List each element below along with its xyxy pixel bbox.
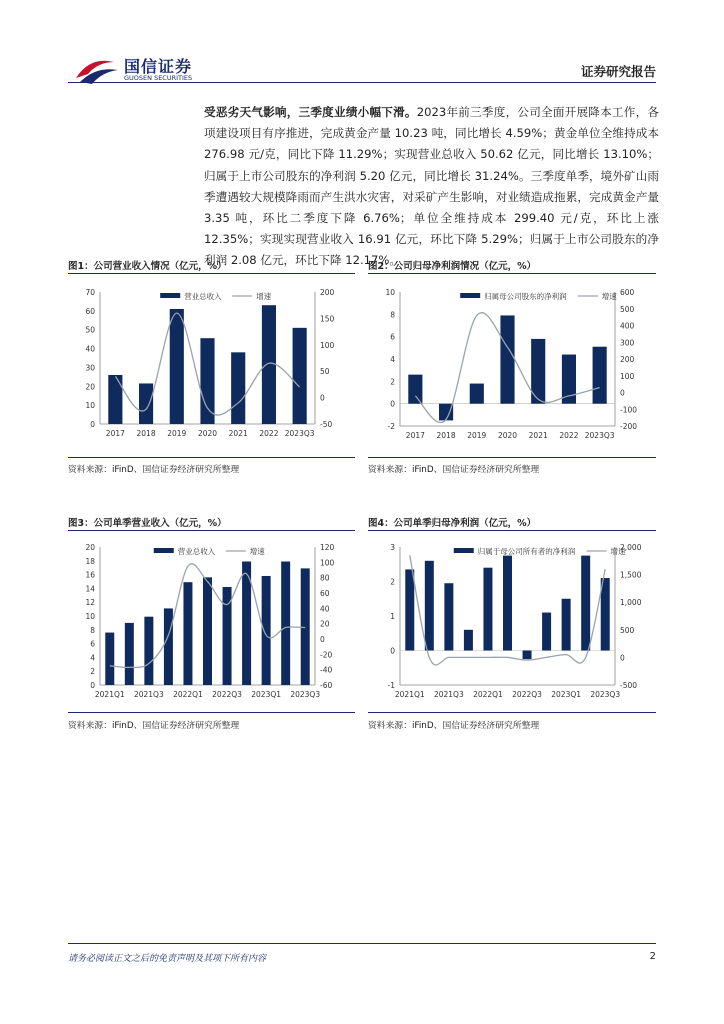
y-tick-label-left: 3 — [390, 543, 395, 552]
legend-bar-swatch — [460, 293, 480, 298]
y-tick-label-left: 14 — [85, 584, 95, 594]
x-tick-label: 2018 — [436, 431, 456, 440]
y-tick-label-left: 0 — [390, 646, 395, 656]
y-tick-label-right: 50 — [320, 367, 330, 377]
bar — [405, 569, 414, 650]
legend-bar-swatch — [154, 548, 174, 553]
bar — [105, 633, 114, 685]
y-tick-label-right: -20 — [320, 650, 333, 660]
y-tick-label-right: -40 — [320, 665, 333, 675]
bar — [262, 576, 271, 685]
bar — [281, 561, 290, 685]
y-tick-label-left: -2 — [387, 422, 395, 431]
y-tick-label-right: 500 — [620, 625, 635, 635]
y-tick-label-right: 0 — [620, 653, 625, 663]
figure2-bottom-rule — [368, 457, 656, 458]
paragraph-body: 2023年前三季度，公司全面开展降本工作，各项建设项目有序推进，完成黄金产量 10.23 吨，同比增长 4.59%；黄金单位全维持成本 276.98 元/克，同比下降 11.29%；实现营业总收入 50.62 亿元，同比增长 13.10%；归属于上市公司股东的净利润 5.20 亿元，同比增长 31.24%。三季度单季，境外矿山雨季遭遇较大规模降雨而产生洪水灾害，对采矿产生影响，对业绩造成拖累，完成黄金产量 3.35 吨，环比二季度下降 6.76%；单位全维持成本 299.40 元/克，环比上涨 12.35%；实现实现营业收入 16.91 亿元，环比下降 5.29%；归属于上市公司股东的净利润 2.08 亿元，环比下降 12.17%。 — [204, 105, 659, 268]
paragraph-lead: 受恶劣天气影响，三季度业绩小幅下滑。 — [204, 105, 417, 119]
x-tick-label: 2019 — [467, 431, 487, 440]
x-tick-label: 2023Q1 — [251, 690, 282, 699]
legend-line-label: 增速 — [601, 292, 617, 301]
x-tick-label: 2023Q3 — [290, 690, 321, 699]
y-tick-label-left: 8 — [90, 625, 95, 635]
figure1-title: 图1：公司营业收入情况（亿元，%） — [68, 261, 227, 272]
bar — [601, 578, 610, 650]
bar — [139, 383, 153, 424]
y-tick-label-left: 1 — [390, 612, 395, 621]
legend-bar-swatch — [454, 548, 474, 553]
figure3-rule — [68, 530, 355, 531]
bar — [125, 623, 134, 685]
y-tick-label-left: 16 — [85, 570, 95, 580]
bar — [425, 561, 434, 651]
y-tick-label-left: -1 — [387, 681, 395, 690]
bar — [464, 630, 473, 651]
logo-mark-icon — [72, 52, 122, 86]
x-tick-label: 2021Q3 — [133, 690, 164, 699]
company-logo — [72, 52, 212, 86]
y-tick-label-left: 2 — [390, 377, 395, 387]
figure4-bottom-rule — [368, 712, 656, 713]
y-tick-label-right: 400 — [620, 321, 635, 331]
y-tick-label-left: 0 — [90, 420, 95, 429]
x-tick-label: 2022Q3 — [212, 690, 242, 699]
y-tick-label-right: -500 — [620, 681, 638, 690]
x-tick-label: 2022Q1 — [473, 690, 503, 699]
x-tick-label: 2020 — [197, 429, 218, 438]
y-tick-label-left: 6 — [390, 332, 395, 342]
bar — [500, 315, 514, 403]
bar — [593, 347, 607, 404]
legend-line-label: 增速 — [256, 292, 272, 301]
y-tick-label-left: 70 — [85, 288, 95, 297]
bar — [203, 577, 212, 685]
x-tick-label: 2021Q1 — [94, 690, 125, 699]
figure3-source: 资料来源：iFinD、国信证券经济研究所整理 — [68, 721, 240, 731]
y-tick-label-left: 2 — [90, 667, 95, 677]
legend-bar-label: 归属母公司股东的净利润 — [484, 292, 567, 301]
bar — [408, 375, 422, 404]
x-tick-label: 2022 — [559, 431, 579, 440]
x-tick-label: 2020 — [497, 431, 518, 440]
footer-disclaimer: 请务必阅读正文之后的免责声明及其项下所有内容 — [68, 954, 267, 964]
bar — [581, 556, 590, 651]
y-tick-label-left: 12 — [85, 598, 95, 608]
y-tick-label-right: 100 — [320, 340, 335, 350]
figure4-rule — [368, 530, 656, 531]
legend-bar-label: 营业总收入 — [177, 547, 216, 556]
y-tick-label-right: 0 — [620, 388, 625, 398]
y-tick-label-right: 300 — [620, 338, 635, 348]
bar — [503, 556, 512, 651]
figure1-bottom-rule — [68, 457, 355, 458]
figure3-chart — [68, 533, 355, 709]
y-tick-label-right: 100 — [620, 371, 635, 381]
legend-bar-label: 归属于母公司所有者的净利润 — [477, 547, 576, 556]
y-tick-label-right: 40 — [320, 604, 330, 614]
y-tick-label-left: 4 — [390, 355, 395, 364]
x-tick-label: 2023Q3 — [584, 431, 615, 440]
figure3-bottom-rule — [68, 712, 355, 713]
summary-paragraph — [204, 102, 659, 272]
x-tick-label: 2023Q3 — [590, 690, 621, 699]
figure2-title: 图2：公司归母净利润情况（亿元，%） — [368, 261, 537, 272]
x-tick-label: 2019 — [167, 429, 187, 438]
y-tick-label-left: 20 — [85, 382, 95, 392]
y-tick-label-left: 10 — [85, 401, 95, 411]
x-tick-label: 2023Q3 — [284, 429, 315, 438]
logo-text-cn: 国信证券 — [124, 57, 193, 76]
x-tick-label: 2021Q3 — [433, 690, 464, 699]
x-tick-label: 2023Q1 — [551, 690, 582, 699]
bar — [470, 384, 484, 404]
bar — [164, 608, 173, 685]
y-tick-label-left: 40 — [85, 344, 95, 354]
x-tick-label: 2021 — [528, 431, 548, 440]
logo-text-en: GUOSEN SECURITIES — [124, 74, 193, 82]
y-tick-label-right: 600 — [620, 288, 635, 297]
bar — [562, 599, 571, 651]
y-tick-label-right: 2,000 — [620, 543, 642, 552]
figure1-chart — [68, 276, 355, 454]
y-tick-label-right: 200 — [620, 355, 635, 364]
bar — [170, 309, 184, 424]
footer-divider — [68, 943, 656, 944]
figure4-title: 图4：公司单季归母净利润（亿元，%） — [368, 518, 537, 529]
y-tick-label-left: 6 — [90, 639, 95, 649]
legend-line-label: 增速 — [610, 547, 626, 556]
bar — [200, 338, 214, 424]
bar — [144, 617, 153, 685]
x-tick-label: 2021Q1 — [394, 690, 425, 699]
bar — [523, 651, 532, 660]
y-tick-label-right: 0 — [320, 635, 325, 644]
bar — [542, 613, 551, 651]
y-tick-label-right: 500 — [620, 304, 635, 314]
y-tick-label-right: -200 — [620, 422, 638, 431]
y-tick-label-left: 20 — [85, 543, 95, 552]
bar — [444, 583, 453, 650]
y-tick-label-right: 60 — [320, 589, 330, 598]
y-tick-label-right: 20 — [320, 619, 330, 629]
figure2-source: 资料来源：iFinD、国信证券经济研究所整理 — [368, 465, 540, 475]
legend-line-label: 增速 — [249, 547, 265, 556]
report-type: 证券研究报告 — [580, 64, 656, 79]
legend-bar-swatch — [160, 293, 180, 298]
y-tick-label-left: 4 — [90, 653, 95, 663]
bar — [483, 568, 492, 651]
y-tick-label-right: -100 — [620, 405, 638, 415]
y-tick-label-left: 0 — [90, 681, 95, 690]
y-tick-label-left: 2 — [390, 577, 395, 587]
y-tick-label-right: 0 — [320, 393, 325, 403]
x-tick-label: 2022Q3 — [512, 690, 542, 699]
x-tick-label: 2022Q1 — [173, 690, 203, 699]
y-tick-label-right: 200 — [320, 288, 335, 297]
x-tick-label: 2021 — [228, 429, 248, 438]
figure2-rule — [368, 273, 656, 274]
y-tick-label-right: 120 — [320, 543, 335, 552]
y-tick-label-right: 1,500 — [620, 570, 642, 580]
x-tick-label: 2017 — [405, 431, 425, 440]
figure4-chart — [368, 533, 656, 709]
y-tick-label-left: 8 — [390, 310, 395, 320]
legend-bar-label: 营业总收入 — [184, 292, 222, 301]
y-tick-label-left: 10 — [385, 288, 395, 297]
y-tick-label-right: 150 — [320, 314, 335, 324]
bar — [183, 582, 192, 685]
bar — [231, 352, 245, 424]
x-tick-label: 2022 — [259, 429, 279, 438]
y-tick-label-right: 100 — [320, 558, 335, 568]
y-tick-label-right: -50 — [320, 420, 333, 429]
y-tick-label-right: 1,000 — [620, 598, 642, 608]
y-tick-label-left: 10 — [85, 612, 95, 621]
figure3-title: 图3：公司单季营业收入（亿元，%） — [68, 518, 227, 529]
header-divider — [68, 82, 656, 83]
y-tick-label-right: -60 — [320, 681, 333, 690]
x-tick-label: 2017 — [105, 429, 125, 438]
y-tick-label-left: 0 — [390, 399, 395, 409]
y-tick-label-right: 80 — [320, 573, 330, 583]
figure1-source: 资料来源：iFinD、国信证券经济研究所整理 — [68, 465, 240, 475]
x-tick-label: 2018 — [136, 429, 156, 438]
y-tick-label-left: 30 — [85, 363, 95, 373]
y-tick-label-left: 60 — [85, 306, 95, 316]
y-tick-label-left: 18 — [85, 556, 95, 566]
bar — [262, 305, 276, 424]
figure2-chart — [368, 276, 656, 454]
page-number: 2 — [649, 951, 656, 962]
figure1-rule — [68, 273, 355, 274]
bar — [293, 328, 307, 424]
figure4-source: 资料来源：iFinD、国信证券经济研究所整理 — [368, 721, 540, 731]
bar — [108, 375, 122, 424]
y-tick-label-left: 50 — [85, 325, 95, 335]
